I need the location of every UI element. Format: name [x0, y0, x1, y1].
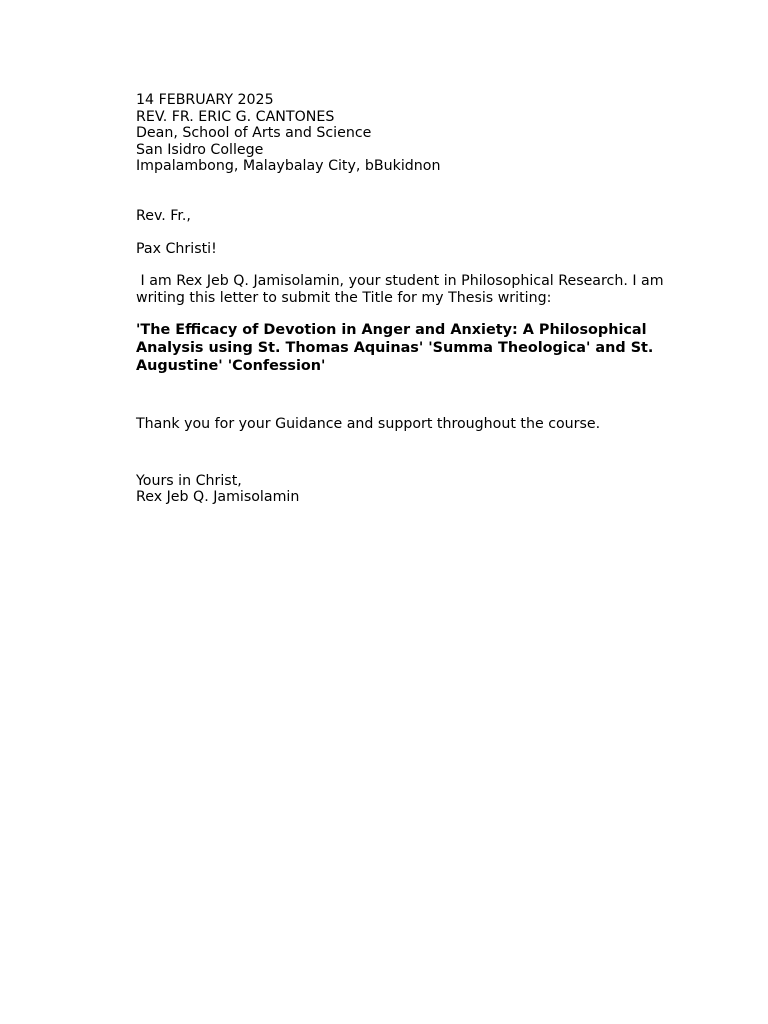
body-paragraph: I am Rex Jeb Q. Jamisolamin, your student in Philosophical Research. I am writing this letter to submit the Title for my Thesis writing:	[136, 273, 669, 306]
recipient-institution: San Isidro College	[136, 141, 264, 158]
closing: Yours in Christ,	[136, 472, 242, 489]
thanks-line: Thank you for your Guidance and support throughout the course.	[136, 416, 601, 433]
recipient-position: Dean, School of Arts and Science	[136, 125, 372, 142]
spacer	[136, 175, 676, 208]
spacer	[136, 257, 676, 273]
spacer	[136, 433, 676, 473]
greeting: Pax Christi!	[136, 240, 217, 257]
recipient-address: Impalambong, Malaybalay City, bBukidnon	[136, 158, 441, 175]
salutation: Rev. Fr.,	[136, 207, 191, 224]
thesis-title: 'The Efficacy of Devotion in Anger and Anxiety: A Philosophical Analysis using St. Thomas Aquinas' 'Summa Theologica' and St. Augustine' 'Confession'	[136, 322, 654, 374]
spacer	[136, 225, 676, 241]
letter-page	[136, 92, 676, 506]
spacer	[136, 306, 676, 322]
spacer	[136, 375, 676, 416]
recipient-name: REV. FR. ERIC G. CANTONES	[136, 108, 335, 125]
letter-date: 14 FEBRUARY 2025	[136, 92, 274, 108]
signature: Rex Jeb Q. Jamisolamin	[136, 489, 300, 506]
